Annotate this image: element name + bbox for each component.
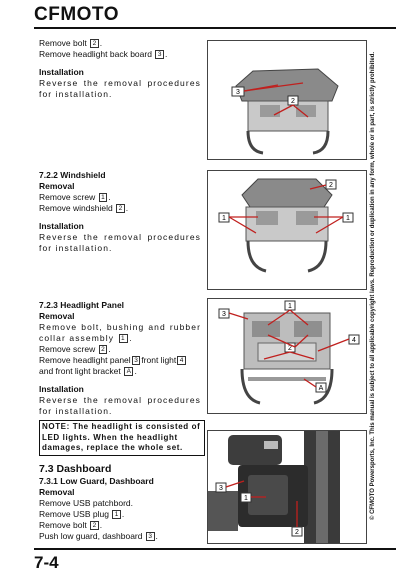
callout-ref: 1 <box>119 334 129 343</box>
callout-label: 1 <box>244 495 248 502</box>
step-line: Remove headlight back board 3 . <box>39 49 168 59</box>
callout-ref: 1 <box>99 193 108 202</box>
removal-heading: Removal <box>39 311 75 321</box>
header-rule <box>34 27 396 29</box>
callout-label: 2 <box>288 345 292 352</box>
callout-label: 2 <box>291 98 295 105</box>
callout-ref: 2 <box>90 39 99 48</box>
section-dashboard <box>39 463 201 542</box>
removal-heading: Removal <box>39 487 75 497</box>
callout-ref: 2 <box>116 204 125 213</box>
step-line: Push low guard, dashboard 3 . <box>39 531 158 541</box>
callout-label: 1 <box>288 303 292 310</box>
callout-ref: 3 <box>132 356 141 365</box>
step-line: Remove bolt 2 . <box>39 520 103 530</box>
page-number: 7-4 <box>34 553 59 572</box>
callout-label: 4 <box>352 337 356 344</box>
section-headlight-panel <box>39 300 201 417</box>
section-title: 7.3 Dashboard <box>39 463 112 475</box>
step-line: Remove USB plug 1 . <box>39 509 125 519</box>
installation-heading: Installation <box>39 67 84 77</box>
subsection-title: 7.3.1 Low Guard, Dashboard <box>39 476 154 486</box>
callout-ref: 2 <box>90 521 99 530</box>
figure-headlight-panel <box>207 298 367 414</box>
callout-label: 2 <box>295 529 299 536</box>
callout-label: A <box>318 385 324 392</box>
installation-text: Reverse the removal procedures for installation. <box>39 78 201 99</box>
installation-text: Reverse the removal procedures for installation. <box>39 232 201 253</box>
step-line: Remove screw 2 . <box>39 344 111 354</box>
copyright-notice: © CFMOTO Powersports, Inc. This manual is subject to all applicable copyright laws. Reproduction or duplication in any form, whole or in part, is strictly prohibited. <box>370 51 376 520</box>
figure-windshield <box>207 170 367 290</box>
installation-heading: Installation <box>39 384 84 394</box>
callout-label: 1 <box>346 215 350 222</box>
brand-logo: CFMOTO <box>34 4 119 25</box>
step-line: Remove bolt 2 . <box>39 38 103 48</box>
callout-label: 1 <box>222 215 226 222</box>
footer-rule <box>34 548 396 550</box>
installation-heading: Installation <box>39 221 84 231</box>
callout-ref: 1 <box>112 510 121 519</box>
step-line: Remove windshield 2 . <box>39 203 129 213</box>
callout-ref: A <box>124 367 133 376</box>
section-windshield <box>39 170 201 254</box>
callout-ref: 3 <box>146 532 155 541</box>
callout-label: 2 <box>329 182 333 189</box>
step-line: Remove USB patchbord. <box>39 498 134 508</box>
callout-ref: 2 <box>99 345 108 354</box>
note-box: NOTE: The headlight is consisted of LED lights. When the headlight damages, replace the whole set. <box>39 420 205 456</box>
step-line: Remove screw 1 . <box>39 192 111 202</box>
section-headlight-back-board <box>39 38 201 100</box>
installation-text: Reverse the removal procedures for installation. <box>39 395 201 416</box>
figure-dashboard <box>207 430 367 544</box>
callout-label: 3 <box>222 311 226 318</box>
callout-ref: 4 <box>177 356 186 365</box>
section-title: 7.2.3 Headlight Panel <box>39 300 125 310</box>
callout-label: 3 <box>219 485 223 492</box>
figure-headlight-back-board <box>207 40 367 160</box>
section-title: 7.2.2 Windshield <box>39 170 106 180</box>
callout-ref: 3 <box>155 50 164 59</box>
step-line: Remove bolt, bushing and rubber collar assembly 1 . <box>39 322 201 343</box>
callout-label: 3 <box>236 89 240 96</box>
removal-heading: Removal <box>39 181 75 191</box>
step-line: Remove headlight panel 3 front light 4and front light bracket A . <box>39 355 201 377</box>
